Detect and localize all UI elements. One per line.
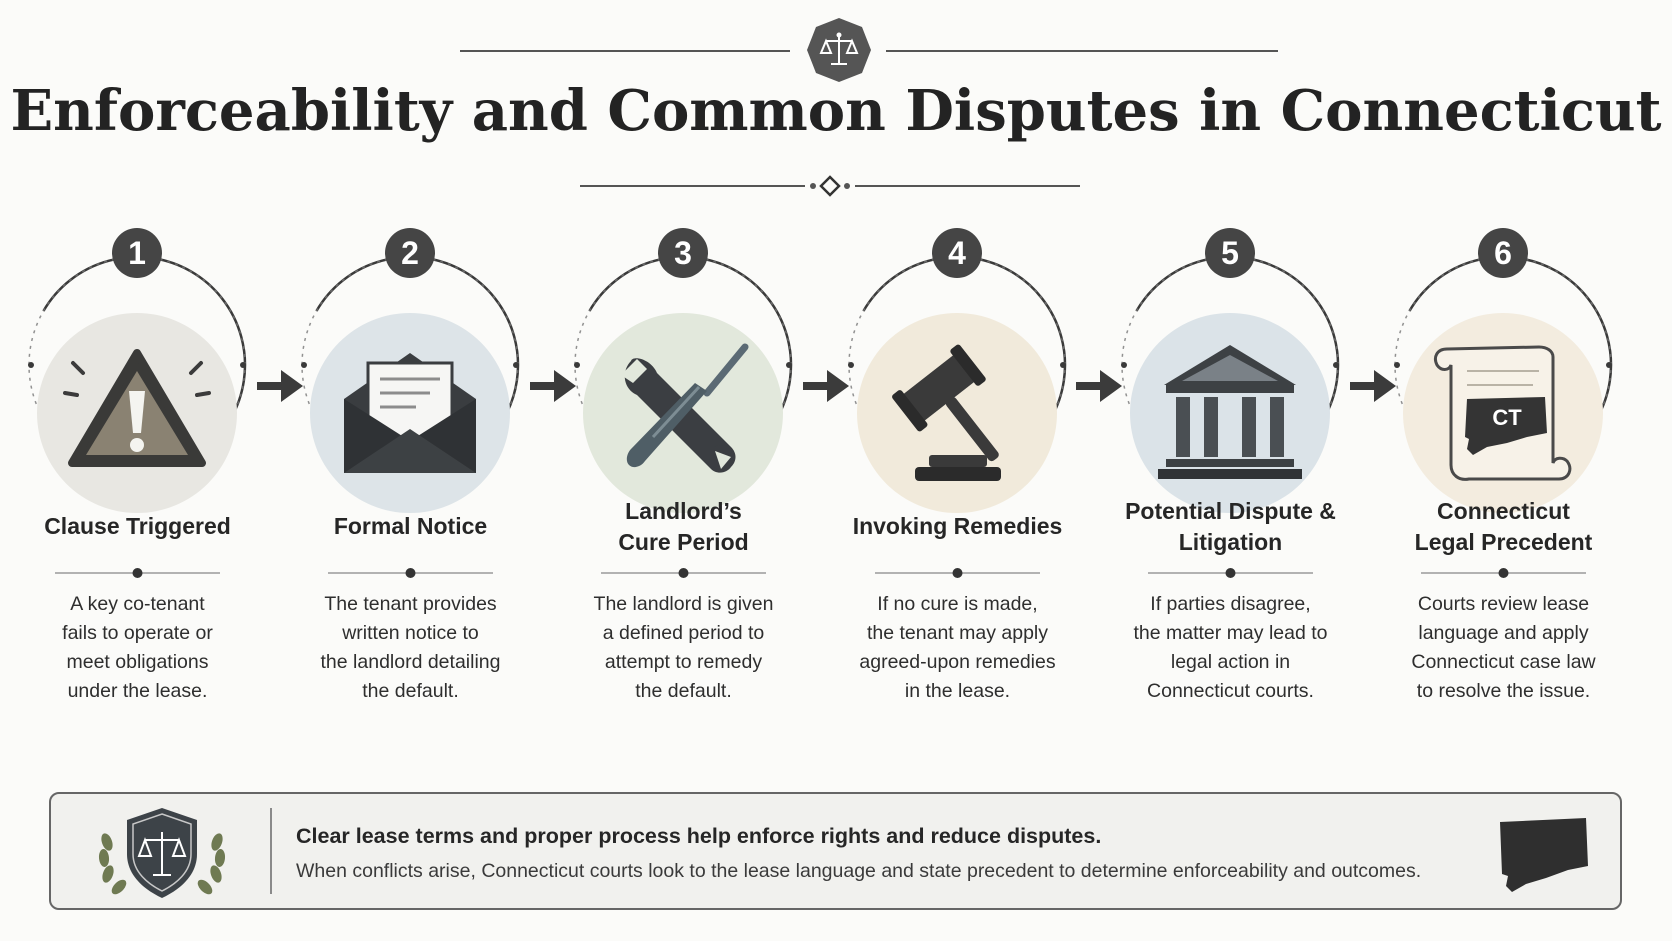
step-description-line: The tenant provides	[324, 593, 497, 615]
banner-headline: Clear lease terms and proper process help enforce rights and reduce disputes.	[296, 824, 1102, 848]
step-title-line: Landlord’s	[625, 498, 742, 524]
step-description-line: A key co-tenant	[70, 593, 205, 615]
step-description-line: legal action in	[1170, 651, 1291, 673]
step-description-line: under the lease.	[67, 680, 208, 702]
header-rule-left	[460, 50, 790, 52]
shield-scales-laurel-icon	[87, 802, 237, 902]
step-title	[546, 496, 821, 558]
step-title	[273, 511, 548, 542]
step-title-line: Cure Period	[618, 529, 749, 555]
step-number-badge: 1	[112, 228, 162, 278]
step-description	[551, 590, 816, 706]
header-rule-right	[886, 50, 1278, 52]
step-description-line: agreed-upon remedies	[859, 651, 1056, 673]
step-description	[825, 590, 1090, 706]
step-divider	[875, 567, 1040, 579]
ct-label: CT	[1492, 405, 1522, 430]
step-divider	[328, 567, 493, 579]
arrow-right-icon	[530, 368, 576, 404]
scales-of-justice-icon	[806, 17, 872, 83]
step-description	[5, 590, 270, 706]
step-title	[0, 511, 275, 542]
step-number-badge: 6	[1478, 228, 1528, 278]
envelope-letter-icon	[330, 333, 490, 493]
step-description-line: the matter may lead to	[1133, 622, 1328, 644]
arrow-right-icon	[1076, 368, 1122, 404]
step-description-line: the landlord detailing	[320, 651, 501, 673]
step-description-line: a defined period to	[602, 622, 765, 644]
step-description-line: the default.	[362, 680, 459, 702]
step-divider	[601, 567, 766, 579]
connecticut-map-icon	[1496, 814, 1591, 894]
step-divider	[55, 567, 220, 579]
step-2	[273, 228, 548, 748]
arrow-right-icon	[803, 368, 849, 404]
step-description-line: Courts review lease	[1417, 593, 1590, 615]
step-divider	[1421, 567, 1586, 579]
step-description-line: the default.	[635, 680, 732, 702]
step-description	[1371, 590, 1636, 706]
step-description	[278, 590, 543, 706]
banner-divider	[270, 808, 272, 894]
step-title-line: Invoking Remedies	[852, 513, 1063, 539]
step-description-line: in the lease.	[904, 680, 1011, 702]
scroll-connecticut-icon	[1423, 333, 1583, 493]
step-description-line: The landlord is given	[593, 593, 774, 615]
step-number-badge: 4	[932, 228, 982, 278]
step-title	[820, 511, 1095, 542]
page-title: Enforceability and Common Disputes in Connecticut	[10, 78, 1662, 144]
step-description-line: attempt to remedy	[604, 651, 763, 673]
step-title-line: Legal Precedent	[1414, 529, 1593, 555]
step-description-line: If no cure is made,	[877, 593, 1038, 615]
banner-subtext: When conflicts arise, Connecticut courts look to the lease language and state precedent to determine enforceability and outcomes.	[296, 860, 1422, 882]
step-number-badge: 3	[658, 228, 708, 278]
step-description-line: Connecticut case law	[1411, 651, 1596, 673]
step-description-line: fails to operate or	[62, 622, 213, 644]
step-description-line: the tenant may apply	[866, 622, 1049, 644]
step-6	[1366, 228, 1641, 748]
step-description-line: meet obligations	[66, 651, 209, 673]
step-title-line: Connecticut	[1437, 498, 1570, 524]
arrow-right-icon	[1350, 368, 1396, 404]
step-title-line: Clause Triggered	[44, 513, 231, 539]
step-number-badge: 2	[385, 228, 435, 278]
step-number-badge: 5	[1205, 228, 1255, 278]
title-divider	[580, 174, 1080, 198]
step-description-line: written notice to	[342, 622, 479, 644]
warning-triangle-icon	[57, 333, 217, 493]
step-description-line: If parties disagree,	[1150, 593, 1311, 615]
gavel-icon	[877, 333, 1037, 493]
step-title-line: Litigation	[1178, 529, 1283, 555]
step-title-line: Potential Dispute &	[1125, 498, 1336, 524]
step-4	[820, 228, 1095, 748]
courthouse-icon	[1150, 333, 1310, 493]
step-description-line: language and apply	[1418, 622, 1589, 644]
step-1	[0, 228, 275, 748]
step-title-line: Formal Notice	[333, 513, 488, 539]
step-5	[1093, 228, 1368, 748]
summary-banner	[49, 792, 1622, 910]
step-title	[1366, 496, 1641, 558]
step-description-line: Connecticut courts.	[1147, 680, 1314, 702]
step-3	[546, 228, 821, 748]
arrow-right-icon	[257, 368, 303, 404]
step-divider	[1148, 567, 1313, 579]
step-description	[1098, 590, 1363, 706]
step-description-line: to resolve the issue.	[1416, 680, 1591, 702]
wrench-screwdriver-icon	[603, 333, 763, 493]
step-title	[1093, 496, 1368, 558]
